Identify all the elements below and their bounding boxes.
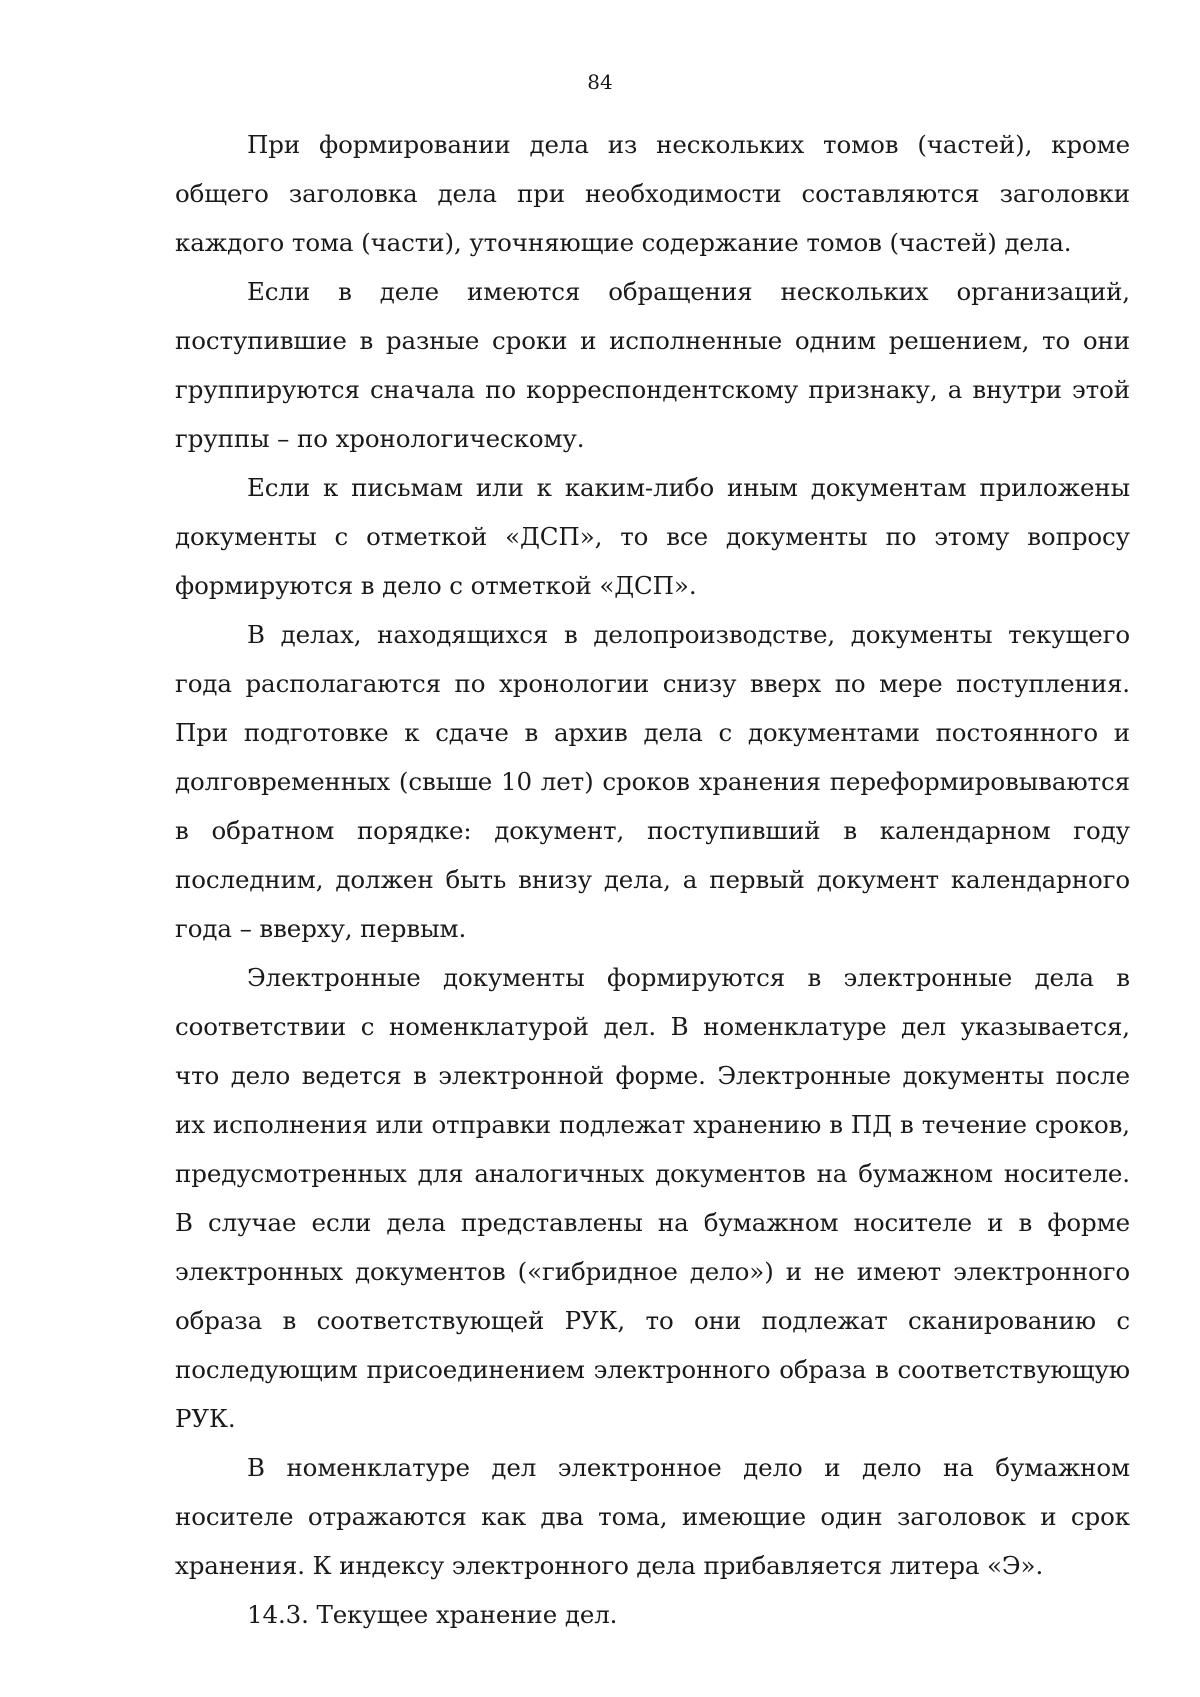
paragraph-electronic-documents: Электронные документы формируются в электронные дела в соответствии с номенклатурой дел. В номенклатуре дел указывается, что дело ведется в электронной форме. Электронные документы после их исполнения или отправки подлежат хранению в ПД в течение сроков, предусмотренных для аналогичных документов на бумажном носителе. В случае если дела представлены на бумажном носителе и в форме электронных документов («гибридное дело») и не имеют электронного образа в соответствующей РУК, то они подлежат сканированию с последующим присоединением электронного образа в соответствующую РУК. bbox=[175, 963, 1130, 1433]
paragraph-volumes: При формировании дела из нескольких томов (частей), кроме общего заголовка дела при необходимости составляются заголовки каждого тома (части), уточняющие содержание томов (частей) дела. bbox=[175, 130, 1130, 257]
section-heading-current-storage: 14.3. Текущее хранение дел. bbox=[247, 1600, 618, 1629]
paragraph-dsp: Если к письмам или к каким-либо иным документам приложены документы с отметкой «ДСП», то все документы по этому вопросу формируются в дело с отметкой «ДСП». bbox=[175, 473, 1130, 600]
paragraph-nomenclature: В номенклатуре дел электронное дело и дело на бумажном носителе отражаются как два тома, имеющие один заголовок и срок хранения. К индексу электронного дела прибавляется литера «Э». bbox=[175, 1453, 1130, 1580]
page-number: 84 bbox=[587, 70, 613, 94]
document-body bbox=[175, 120, 1130, 1639]
paragraph-chronology: В делах, находящихся в делопроизводстве, документы текущего года располагаются по хронологии снизу вверх по мере поступления. При подготовке к сдаче в архив дела с документами постоянного и долговременных (свыше 10 лет) сроков хранения переформировываются в обратном порядке: документ, поступивший в календарном году последним, должен быть внизу дела, а первый документ календарного года – вверху, первым. bbox=[175, 620, 1130, 943]
paragraph-appeals: Если в деле имеются обращения нескольких организаций, поступившие в разные сроки и исполненные одним решением, то они группируются сначала по корреспондентскому признаку, а внутри этой группы – по хронологическому. bbox=[175, 277, 1130, 453]
